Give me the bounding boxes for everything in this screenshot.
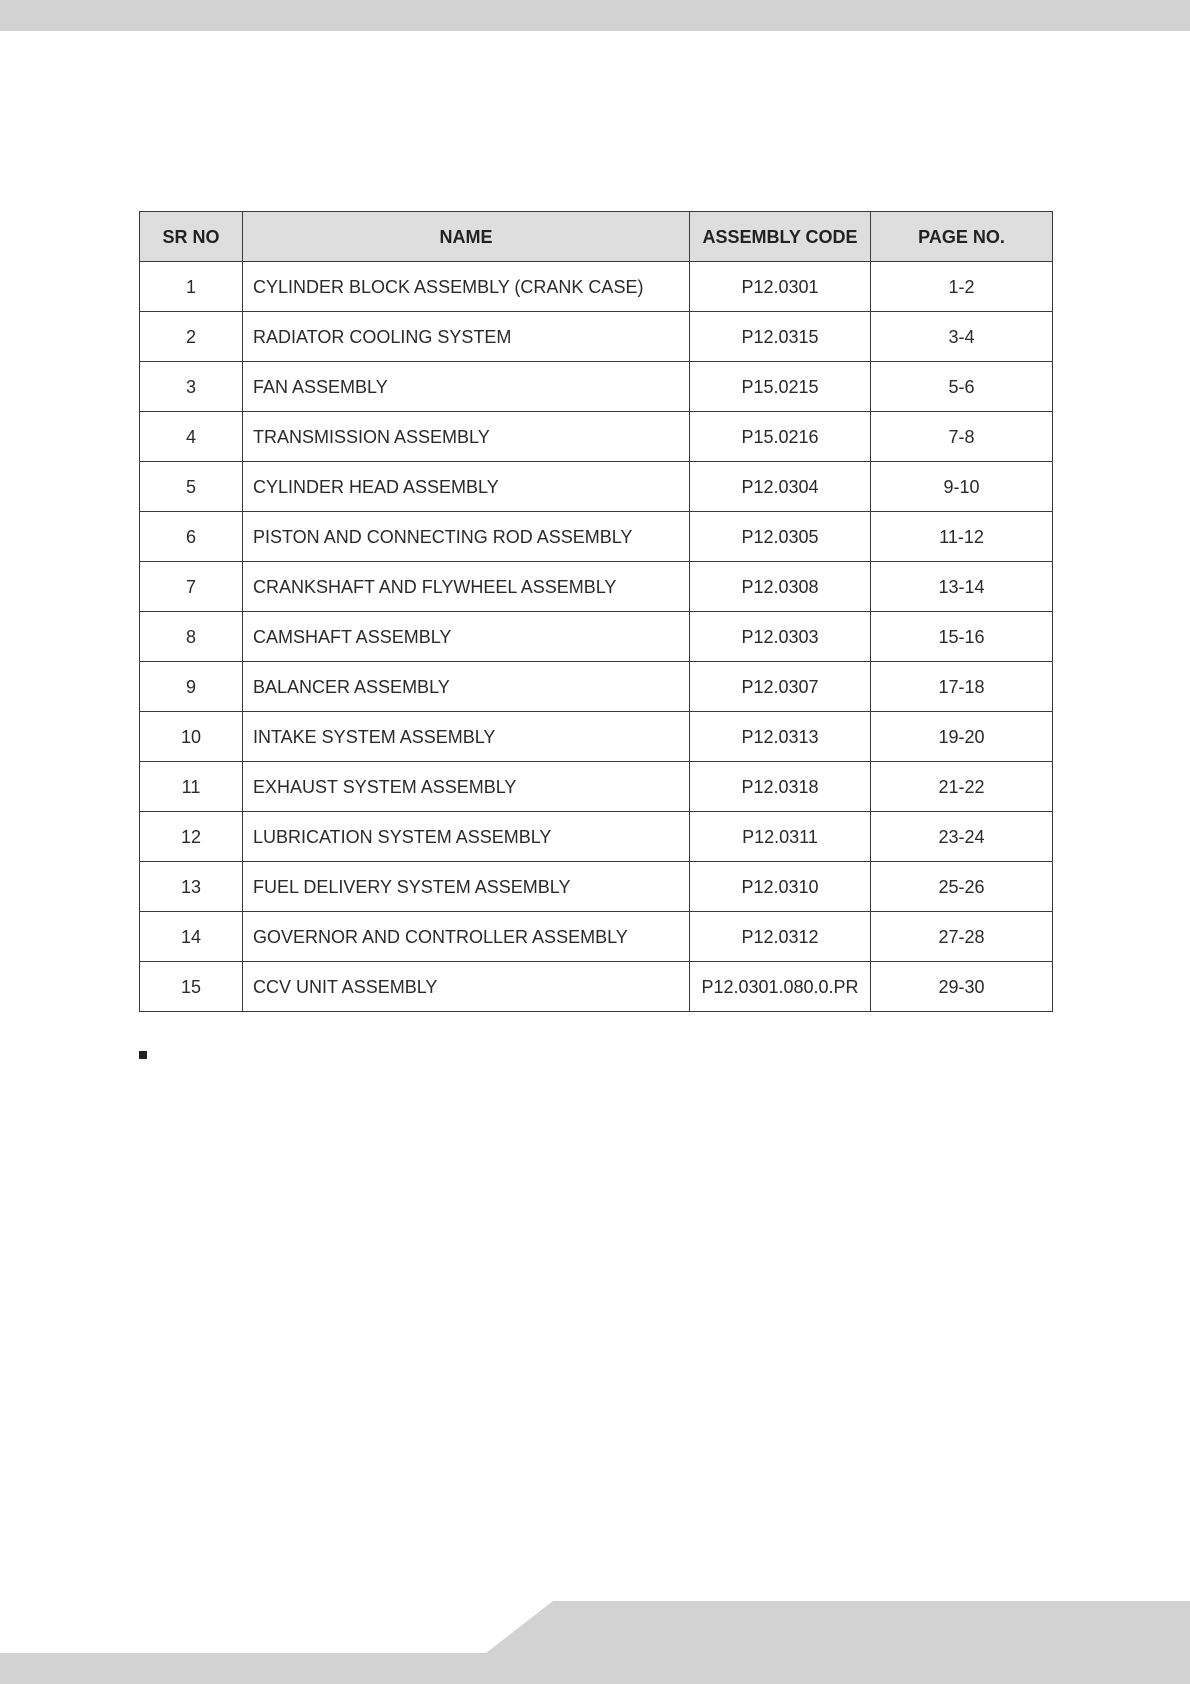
name-cell: FUEL DELIVERY SYSTEM ASSEMBLY: [243, 862, 690, 912]
code-cell: P12.0310: [690, 862, 871, 912]
code-cell: P15.0216: [690, 412, 871, 462]
page-cell: 15-16: [871, 612, 1053, 662]
name-cell: LUBRICATION SYSTEM ASSEMBLY: [243, 812, 690, 862]
table-row: [140, 512, 1053, 562]
sr-cell: 12: [140, 812, 243, 862]
sr-cell: 3: [140, 362, 243, 412]
sr-cell: 2: [140, 312, 243, 362]
sr-cell: 10: [140, 712, 243, 762]
top-band: [0, 0, 1190, 31]
header-page-no: PAGE NO.: [871, 212, 1053, 262]
sr-cell: 4: [140, 412, 243, 462]
footer-shape: [0, 1601, 1190, 1684]
code-cell: P12.0311: [690, 812, 871, 862]
page-cell: 1-2: [871, 262, 1053, 312]
page-cell: 27-28: [871, 912, 1053, 962]
sr-cell: 5: [140, 462, 243, 512]
name-cell: FAN ASSEMBLY: [243, 362, 690, 412]
name-cell: PISTON AND CONNECTING ROD ASSEMBLY: [243, 512, 690, 562]
code-cell: P12.0304: [690, 462, 871, 512]
table-row: [140, 312, 1053, 362]
table-row: [140, 962, 1053, 1012]
code-cell: P12.0308: [690, 562, 871, 612]
page-cell: 13-14: [871, 562, 1053, 612]
code-cell: P12.0307: [690, 662, 871, 712]
table-row: [140, 562, 1053, 612]
code-cell: P12.0318: [690, 762, 871, 812]
code-cell: P15.0215: [690, 362, 871, 412]
table-row: [140, 862, 1053, 912]
sr-cell: 13: [140, 862, 243, 912]
table-row: [140, 462, 1053, 512]
name-cell: CRANKSHAFT AND FLYWHEEL ASSEMBLY: [243, 562, 690, 612]
footer-polygon: [0, 1601, 1190, 1684]
page-cell: 17-18: [871, 662, 1053, 712]
table-row: [140, 812, 1053, 862]
code-cell: P12.0303: [690, 612, 871, 662]
sr-cell: 14: [140, 912, 243, 962]
name-cell: RADIATOR COOLING SYSTEM: [243, 312, 690, 362]
code-cell: P12.0305: [690, 512, 871, 562]
name-cell: CYLINDER BLOCK ASSEMBLY (CRANK CASE): [243, 262, 690, 312]
header-sr-no: SR NO: [140, 212, 243, 262]
table-row: [140, 262, 1053, 312]
page-cell: 11-12: [871, 512, 1053, 562]
sr-cell: 15: [140, 962, 243, 1012]
footer-band: [0, 1601, 1190, 1684]
page-cell: 25-26: [871, 862, 1053, 912]
name-cell: EXHAUST SYSTEM ASSEMBLY: [243, 762, 690, 812]
name-cell: CCV UNIT ASSEMBLY: [243, 962, 690, 1012]
page-cell: 9-10: [871, 462, 1053, 512]
name-cell: TRANSMISSION ASSEMBLY: [243, 412, 690, 462]
name-cell: CYLINDER HEAD ASSEMBLY: [243, 462, 690, 512]
page-cell: 7-8: [871, 412, 1053, 462]
header-assembly-code: ASSEMBLY CODE: [690, 212, 871, 262]
table-row: [140, 362, 1053, 412]
name-cell: CAMSHAFT ASSEMBLY: [243, 612, 690, 662]
contents-table: [139, 211, 1053, 1012]
table-row: [140, 412, 1053, 462]
sr-cell: 8: [140, 612, 243, 662]
bullet-square-icon: [139, 1051, 147, 1059]
code-cell: P12.0313: [690, 712, 871, 762]
table-row: [140, 912, 1053, 962]
sr-cell: 6: [140, 512, 243, 562]
header-name: NAME: [243, 212, 690, 262]
table-row: [140, 662, 1053, 712]
sr-cell: 9: [140, 662, 243, 712]
sr-cell: 11: [140, 762, 243, 812]
code-cell: P12.0301.080.0.PR: [690, 962, 871, 1012]
name-cell: GOVERNOR AND CONTROLLER ASSEMBLY: [243, 912, 690, 962]
name-cell: BALANCER ASSEMBLY: [243, 662, 690, 712]
code-cell: P12.0312: [690, 912, 871, 962]
page-cell: 21-22: [871, 762, 1053, 812]
table-row: [140, 712, 1053, 762]
page-cell: 5-6: [871, 362, 1053, 412]
table-row: [140, 762, 1053, 812]
code-cell: P12.0301: [690, 262, 871, 312]
sr-cell: 7: [140, 562, 243, 612]
table-row: [140, 612, 1053, 662]
name-cell: INTAKE SYSTEM ASSEMBLY: [243, 712, 690, 762]
page-cell: 3-4: [871, 312, 1053, 362]
page-cell: 29-30: [871, 962, 1053, 1012]
page-cell: 23-24: [871, 812, 1053, 862]
table-header-row: [140, 212, 1053, 262]
code-cell: P12.0315: [690, 312, 871, 362]
page-cell: 19-20: [871, 712, 1053, 762]
sr-cell: 1: [140, 262, 243, 312]
